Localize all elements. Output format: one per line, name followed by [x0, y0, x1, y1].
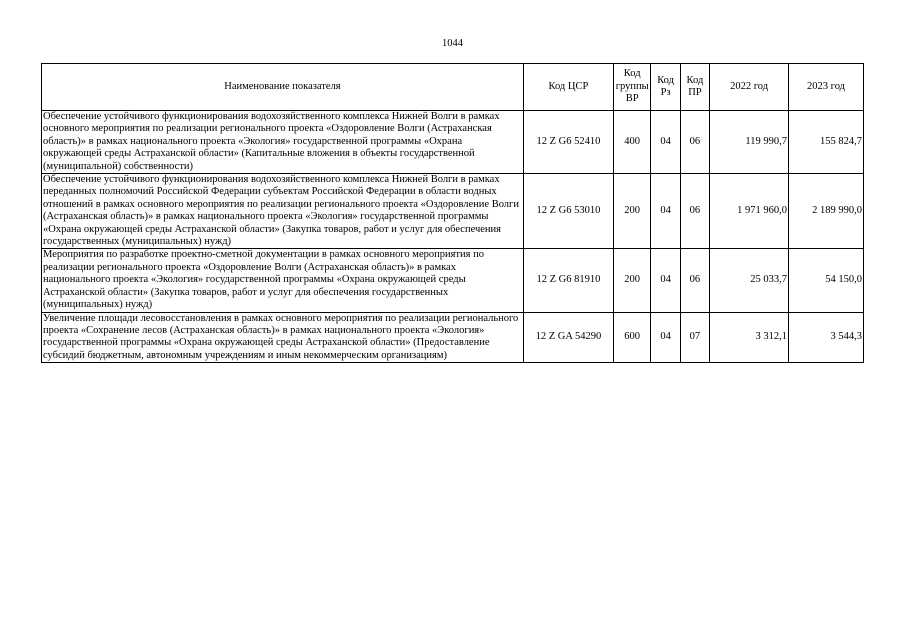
row-vr: 200 [613, 174, 650, 249]
row-pr: 06 [680, 249, 709, 312]
row-2022: 1 971 960,0 [710, 174, 789, 249]
row-vr: 200 [613, 249, 650, 312]
row-2022: 3 312,1 [710, 312, 789, 363]
header-2023: 2023 год [789, 64, 864, 111]
row-pr: 06 [680, 174, 709, 249]
table-row [42, 249, 864, 312]
table-row [42, 312, 864, 363]
row-vr: 400 [613, 111, 650, 174]
header-pr: Код ПР [680, 64, 709, 111]
budget-table [41, 63, 864, 363]
table-row [42, 174, 864, 249]
row-2023: 2 189 990,0 [789, 174, 864, 249]
page-number: 1044 [442, 38, 463, 49]
row-2022: 119 990,7 [710, 111, 789, 174]
row-rz: 04 [651, 174, 680, 249]
row-2023: 3 544,3 [789, 312, 864, 363]
header-2022: 2022 год [710, 64, 789, 111]
header-rz: Код Рз [651, 64, 680, 111]
row-rz: 04 [651, 249, 680, 312]
row-name: Обеспечение устойчивого функционирования водохозяйственного комплекса Нижней Волги в рамках переданных полномочий Российской Федерации субъектам Российской Федерации в области водных отношений в рамках основного мероприятия по реализации регионального проекта «Оздоровление Волги (Астраханская область)» в рамках национального проекта «Экология» государственной программы «Охрана окружающей среды Астраханской области» (Закупка товаров, работ и услуг для обеспечения государственных (муниципальных) нужд) [42, 174, 524, 249]
table-header-row [42, 64, 864, 111]
row-2023: 155 824,7 [789, 111, 864, 174]
row-csr: 12 Z G6 53010 [523, 174, 613, 249]
header-csr: Код ЦСР [523, 64, 613, 111]
row-pr: 06 [680, 111, 709, 174]
row-name: Увеличение площади лесовосстановления в рамках основного мероприятия по реализации регионального проекта «Сохранение лесов (Астраханская область)» в рамках национального проекта «Экология» государственной программы «Охрана окружающей среды Астраханской области» (Предоставление субсидий бюджетным, автономным учреждениям и иным некоммерческим организациям) [42, 312, 524, 363]
row-csr: 12 Z G6 81910 [523, 249, 613, 312]
row-pr: 07 [680, 312, 709, 363]
row-csr: 12 Z G6 52410 [523, 111, 613, 174]
row-vr: 600 [613, 312, 650, 363]
row-2022: 25 033,7 [710, 249, 789, 312]
table-row [42, 111, 864, 174]
row-rz: 04 [651, 111, 680, 174]
header-vr: Код группы ВР [613, 64, 650, 111]
row-csr: 12 Z GA 54290 [523, 312, 613, 363]
row-name: Мероприятия по разработке проектно-сметной документации в рамках основного мероприятия по реализации регионального проекта «Оздоровление Волги (Астраханская область)» в рамках национального проекта «Экология» государственной программы «Охрана окружающей среды Астраханской области» (Закупка товаров, работ и услуг для обеспечения государственных (муниципальных) нужд) [42, 249, 524, 312]
row-2023: 54 150,0 [789, 249, 864, 312]
row-name: Обеспечение устойчивого функционирования водохозяйственного комплекса Нижней Волги в рамках основного мероприятия по реализации регионального проекта «Оздоровление Волги (Астраханская область)» в рамках национального проекта «Экология» государственной программы «Охрана окружающей среды Астраханской области» (Капитальные вложения в объекты государственной (муниципальной) собственности) [42, 111, 524, 174]
header-name: Наименование показателя [42, 64, 524, 111]
row-rz: 04 [651, 312, 680, 363]
